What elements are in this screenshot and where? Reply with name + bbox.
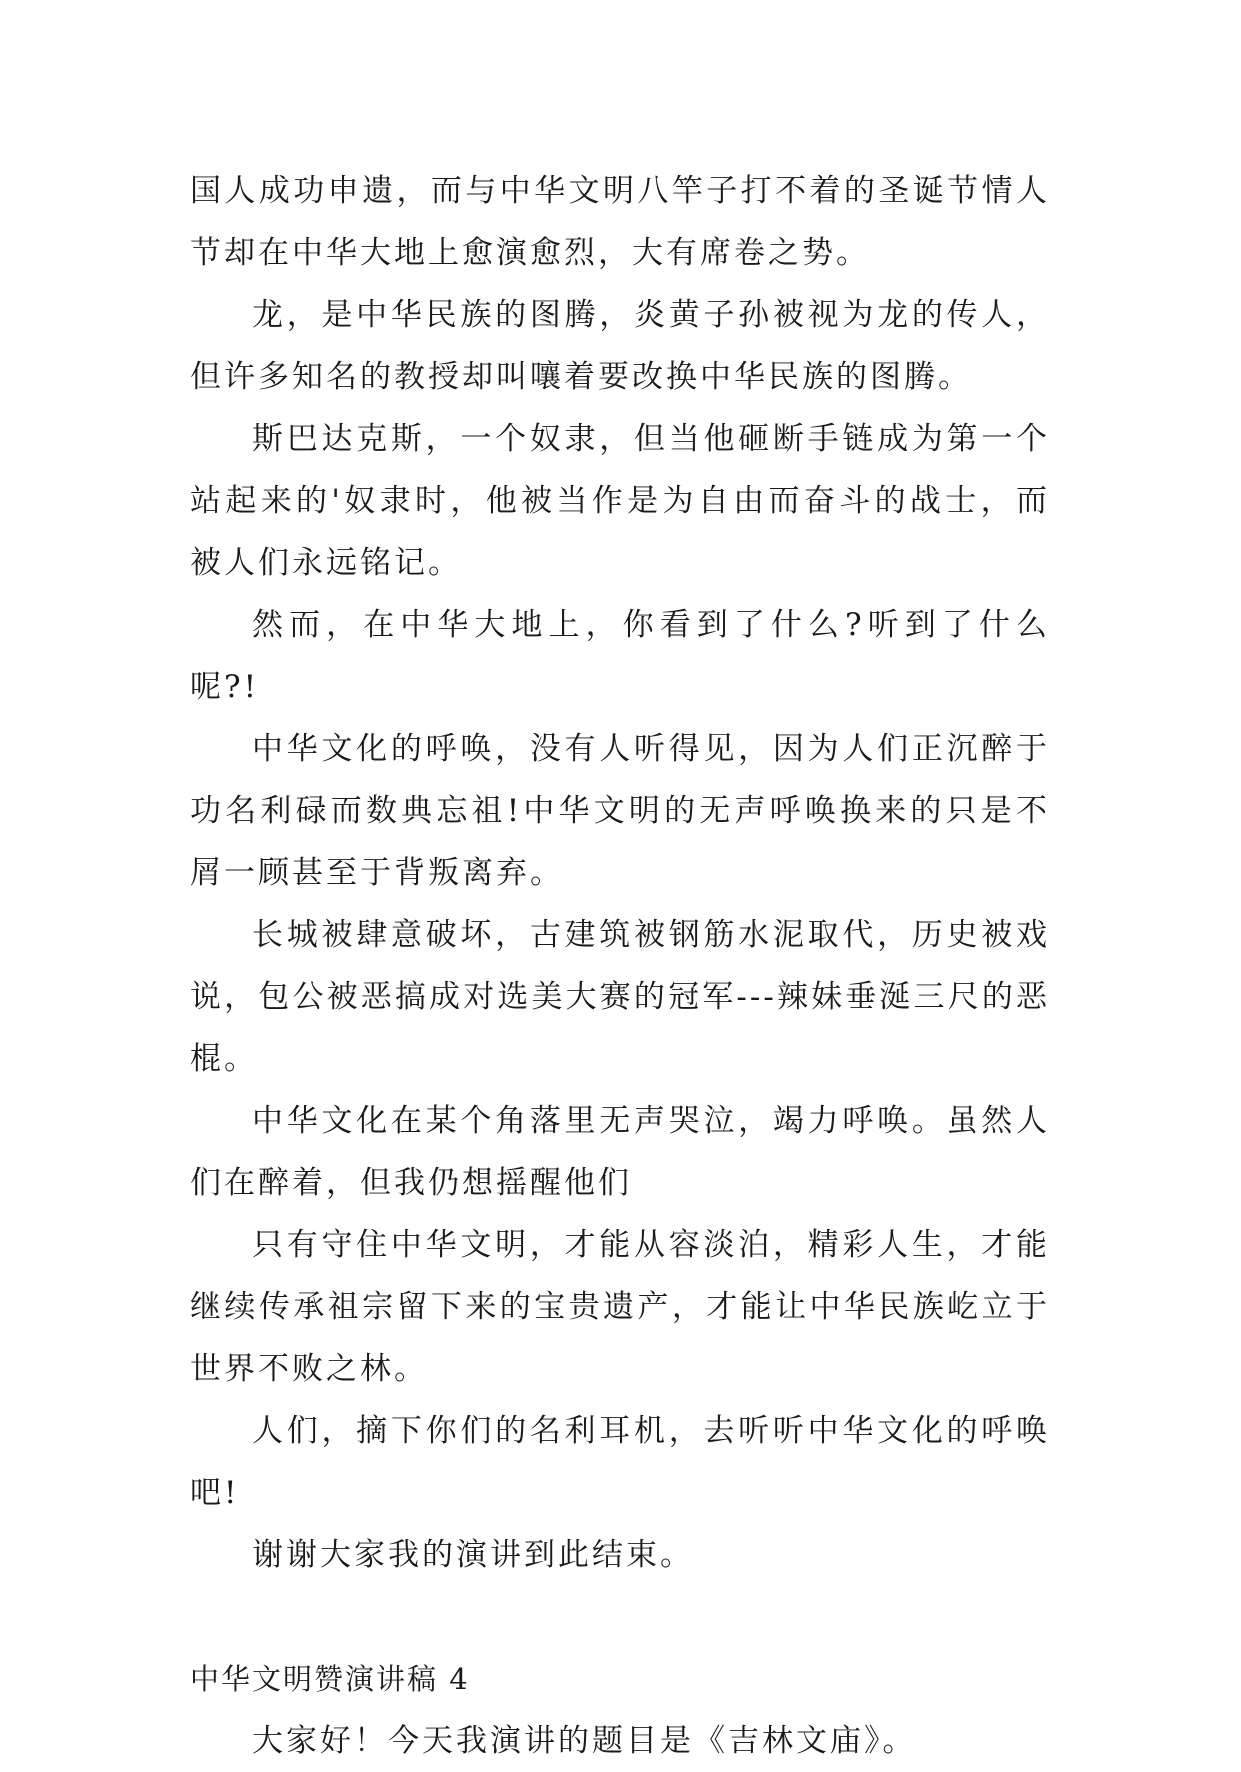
paragraph: 中华文化在某个角落里无声哭泣，竭力呼唤。虽然人们在醉着，但我仍想摇醒他们: [190, 1103, 1050, 1201]
paragraph: 国人成功申遗，而与中华文明八竿子打不着的圣诞节情人节却在中华大地上愈演愈烈，大有席卷之势。: [190, 173, 1050, 271]
section-heading: 中华文明赞演讲稿 4: [190, 1662, 470, 1696]
paragraph: 只有守住中华文明，才能从容淡泊，精彩人生，才能继续传承祖宗留下来的宝贵遗产，才能让中华民族屹立于世界不败之林。: [190, 1227, 1050, 1387]
paragraph: 龙，是中华民族的图腾，炎黄子孙被视为龙的传人，但许多知名的教授却叫嚷着要改换中华民族的图腾。: [190, 297, 1050, 395]
paragraph: 中华文化的呼唤，没有人听得见，因为人们正沉醉于功名利碌而数典忘祖!中华文明的无声呼唤换来的只是不屑一顾甚至于背叛离弃。: [190, 731, 1050, 891]
paragraph: 长城被肆意破坏，古建筑被钢筋水泥取代，历史被戏说，包公被恶搞成对选美大赛的冠军---辣妹垂涎三尺的恶棍。: [190, 917, 1050, 1077]
paragraph: 斯巴达克斯，一个奴隶，但当他砸断手链成为第一个站起来的'奴隶时，他被当作是为自由而奋斗的战士，而被人们永远铭记。: [190, 421, 1050, 581]
paragraph: 大家好！今天我演讲的题目是《吉林文庙》。: [252, 1723, 917, 1759]
paragraph: 人们，摘下你们的名利耳机，去听听中华文化的呼唤吧!: [190, 1413, 1050, 1511]
paragraph: 然而，在中华大地上，你看到了什么?听到了什么呢?!: [190, 607, 1050, 705]
paragraph: 谢谢大家我的演讲到此结束。: [252, 1537, 694, 1573]
document-body: [190, 160, 1050, 1772]
